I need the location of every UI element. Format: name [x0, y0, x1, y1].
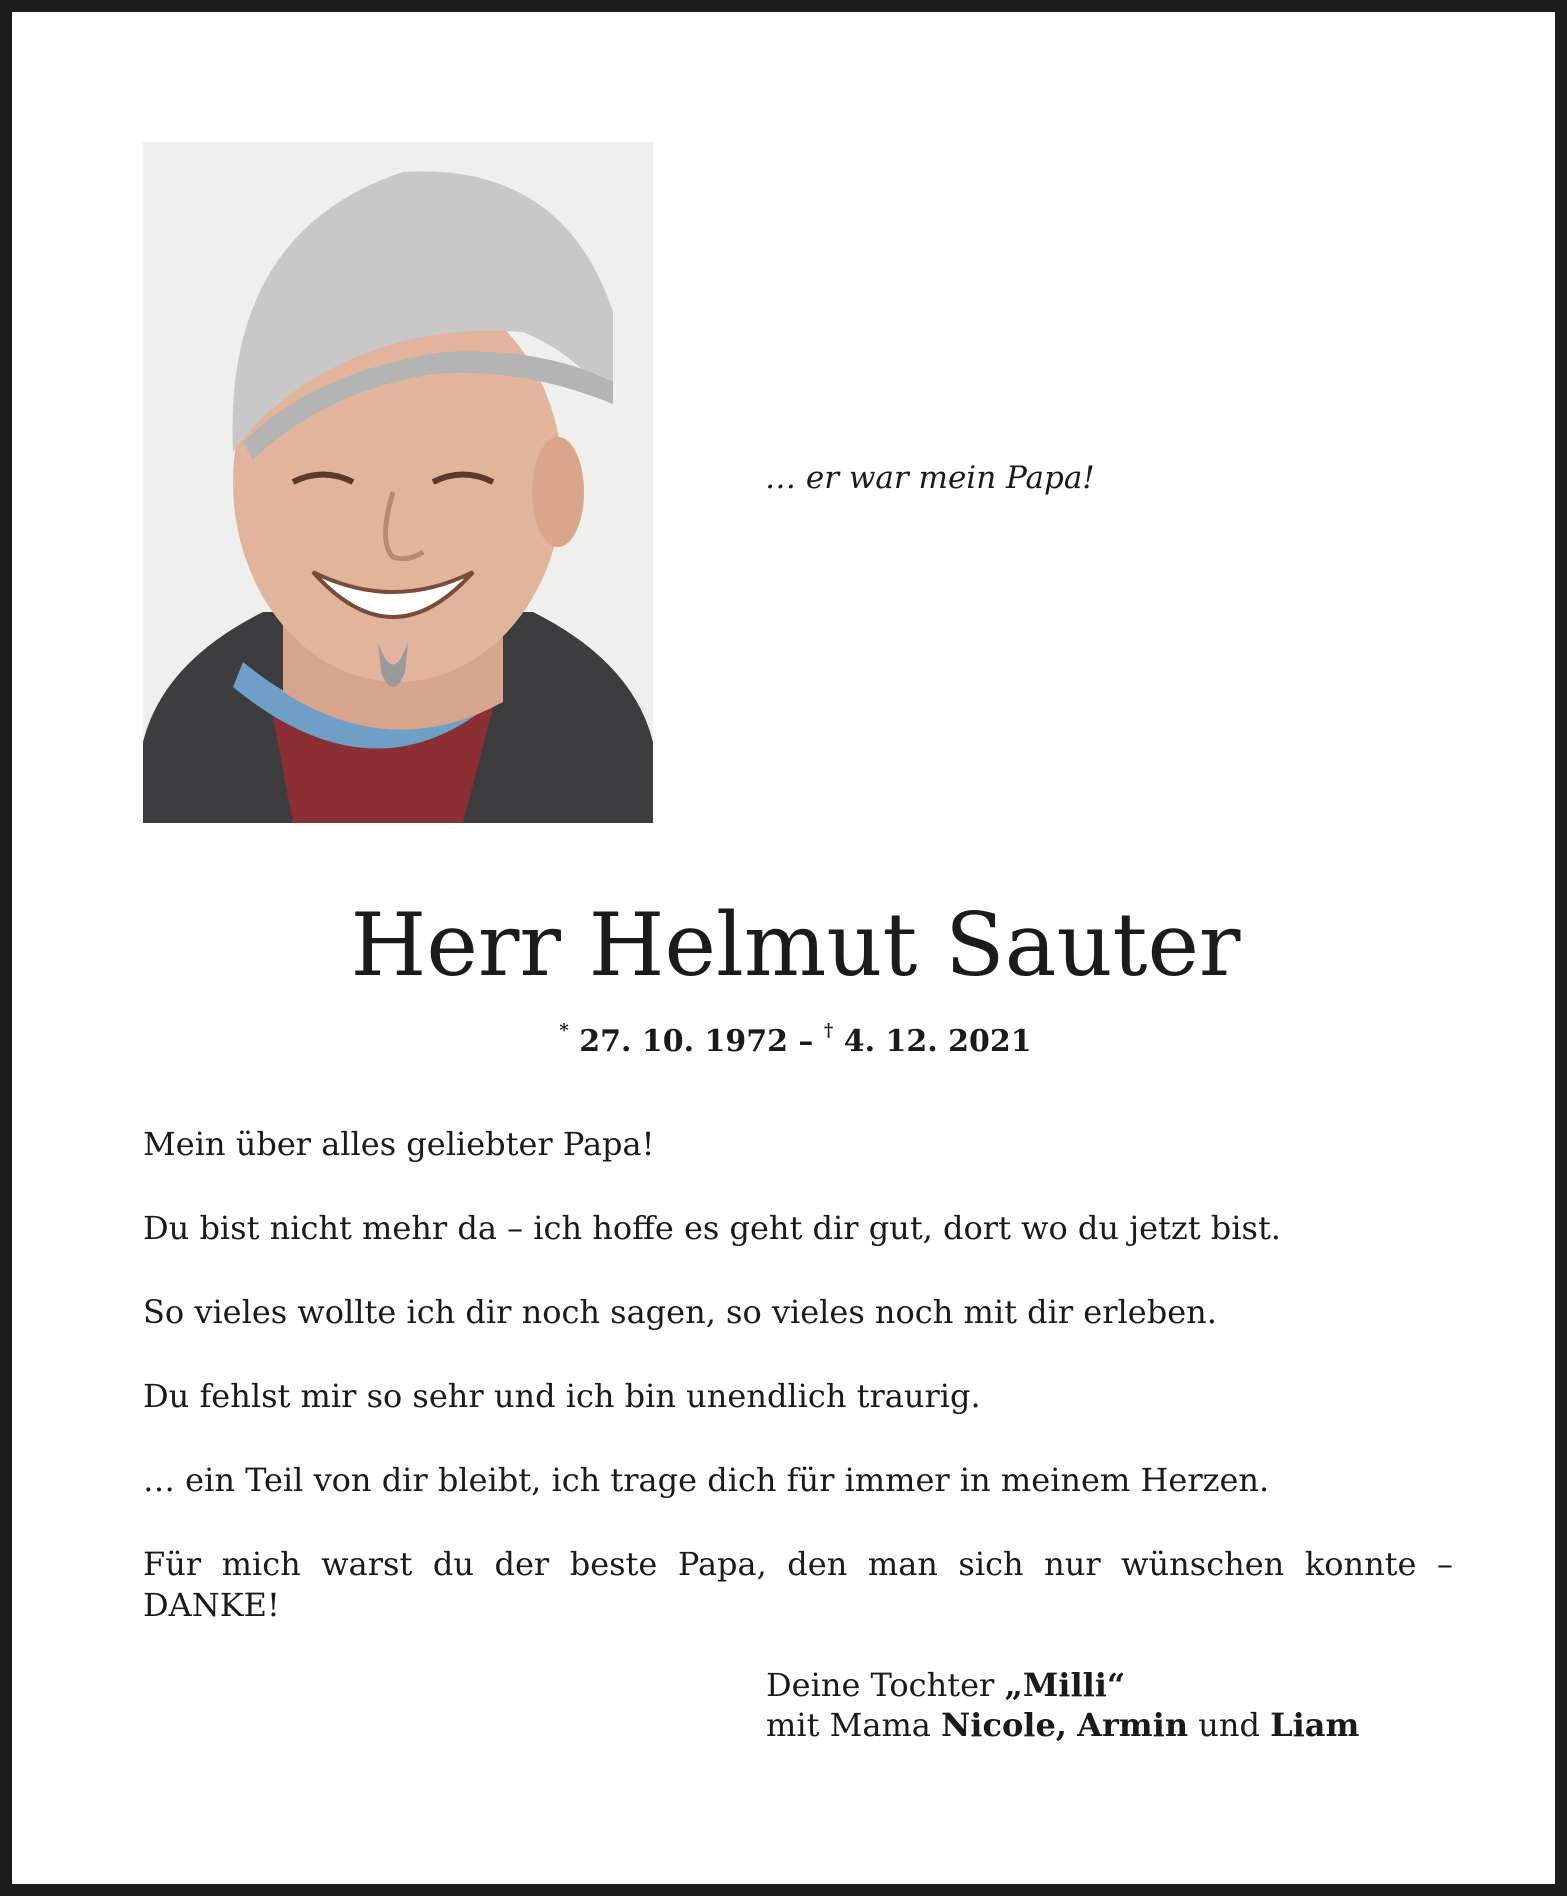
paragraph: … ein Teil von dir bleibt, ich trage dich für immer in meinem Herzen. [143, 1461, 1270, 1499]
obituary-text [143, 1124, 1453, 1669]
motto-text: … er war mein Papa! [765, 460, 1095, 496]
signature-line-2 [766, 1705, 1359, 1745]
portrait-illustration [143, 142, 653, 823]
paragraph: Für mich warst du der beste Papa, den man sich nur wünschen konnte – DANKE! [143, 1545, 1453, 1624]
family-name-nicole: Nicole, [941, 1706, 1067, 1744]
birth-date: 27. 10. 1972 [579, 1024, 788, 1059]
death-date: 4. 12. 2021 [843, 1024, 1032, 1059]
daughter-name: „Milli“ [1004, 1666, 1126, 1704]
space [1067, 1706, 1077, 1744]
paragraph: Du bist nicht mehr da – ich hoffe es geht dir gut, dort wo du jetzt bist. [143, 1209, 1281, 1247]
death-symbol: † [823, 1020, 834, 1041]
signature-prefix: Deine Tochter [766, 1666, 1005, 1704]
conjunction: und [1188, 1706, 1271, 1744]
family-name-armin: Armin [1077, 1706, 1189, 1744]
birth-symbol: * [559, 1020, 569, 1041]
portrait-photo [143, 142, 653, 823]
paragraph: So vieles wollte ich dir noch sagen, so vieles noch mit dir erleben. [143, 1293, 1217, 1331]
deceased-name: Herr Helmut Sauter [350, 894, 1241, 996]
paragraph: Mein über alles geliebter Papa! [143, 1125, 655, 1163]
family-name-liam: Liam [1270, 1706, 1360, 1744]
paragraph: Du fehlst mir so sehr und ich bin unendlich traurig. [143, 1377, 981, 1415]
life-dates [12, 1020, 1567, 1059]
signature-block [766, 1665, 1359, 1745]
signature-line-1 [766, 1665, 1359, 1705]
date-separator: – [787, 1024, 824, 1059]
signature-prefix: mit Mama [766, 1706, 942, 1744]
